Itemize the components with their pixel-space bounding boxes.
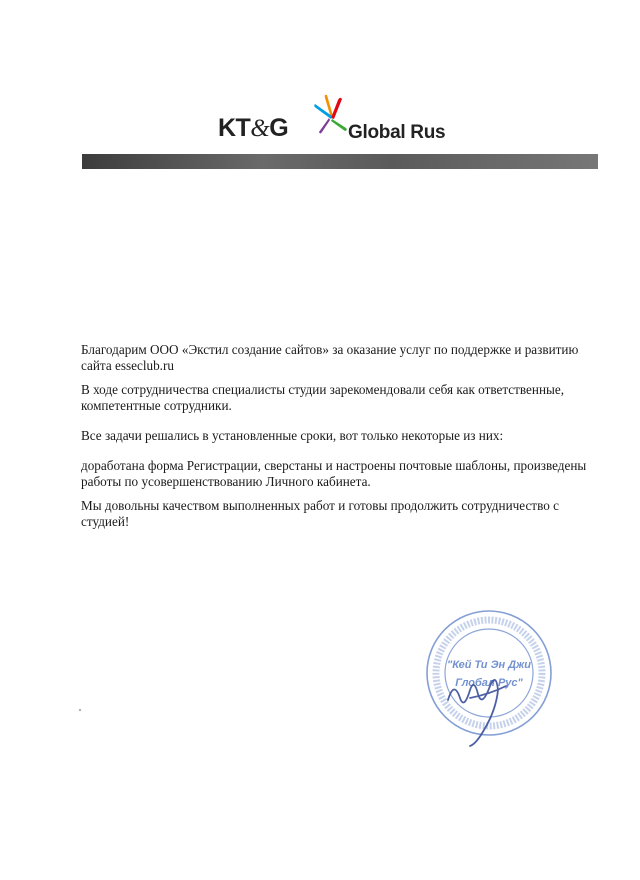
- paragraph-work-done: доработана форма Регистрации, сверстаны и настроены почтовые шаблоны, произведены работы по усовершенствованию Личного кабинета.: [81, 458, 587, 489]
- header-divider-bar: [82, 154, 598, 169]
- logo-burst-icon: [310, 92, 350, 140]
- paragraph-tasks: Все задачи решались в установленные сроки, вот только некоторые из них:: [81, 428, 504, 443]
- paragraph-thanks: Благодарим ООО «Экстил создание сайтов» за оказание услуг по поддержке и развитию сайта esseclub.ru: [81, 342, 579, 373]
- seal-text-line2: Глобал Рус": [455, 677, 523, 689]
- logo-subtitle: Global Rus: [348, 122, 446, 143]
- paragraph-satisfaction: Мы довольны качеством выполненных работ и готовы продолжить сотрудничество с студией!: [81, 498, 559, 529]
- handwritten-signature: [440, 650, 540, 750]
- logo-wordmark: KT&G: [218, 114, 289, 142]
- letter-body: [81, 342, 601, 538]
- scan-speck: [79, 709, 81, 711]
- company-logo: [218, 92, 458, 148]
- seal-text-line1: "Кей Ти Эн Джи: [447, 659, 531, 671]
- paragraph-specialists: В ходе сотрудничества специалисты студии зарекомендовали себя как ответственные, компетентные сотрудники.: [81, 382, 565, 413]
